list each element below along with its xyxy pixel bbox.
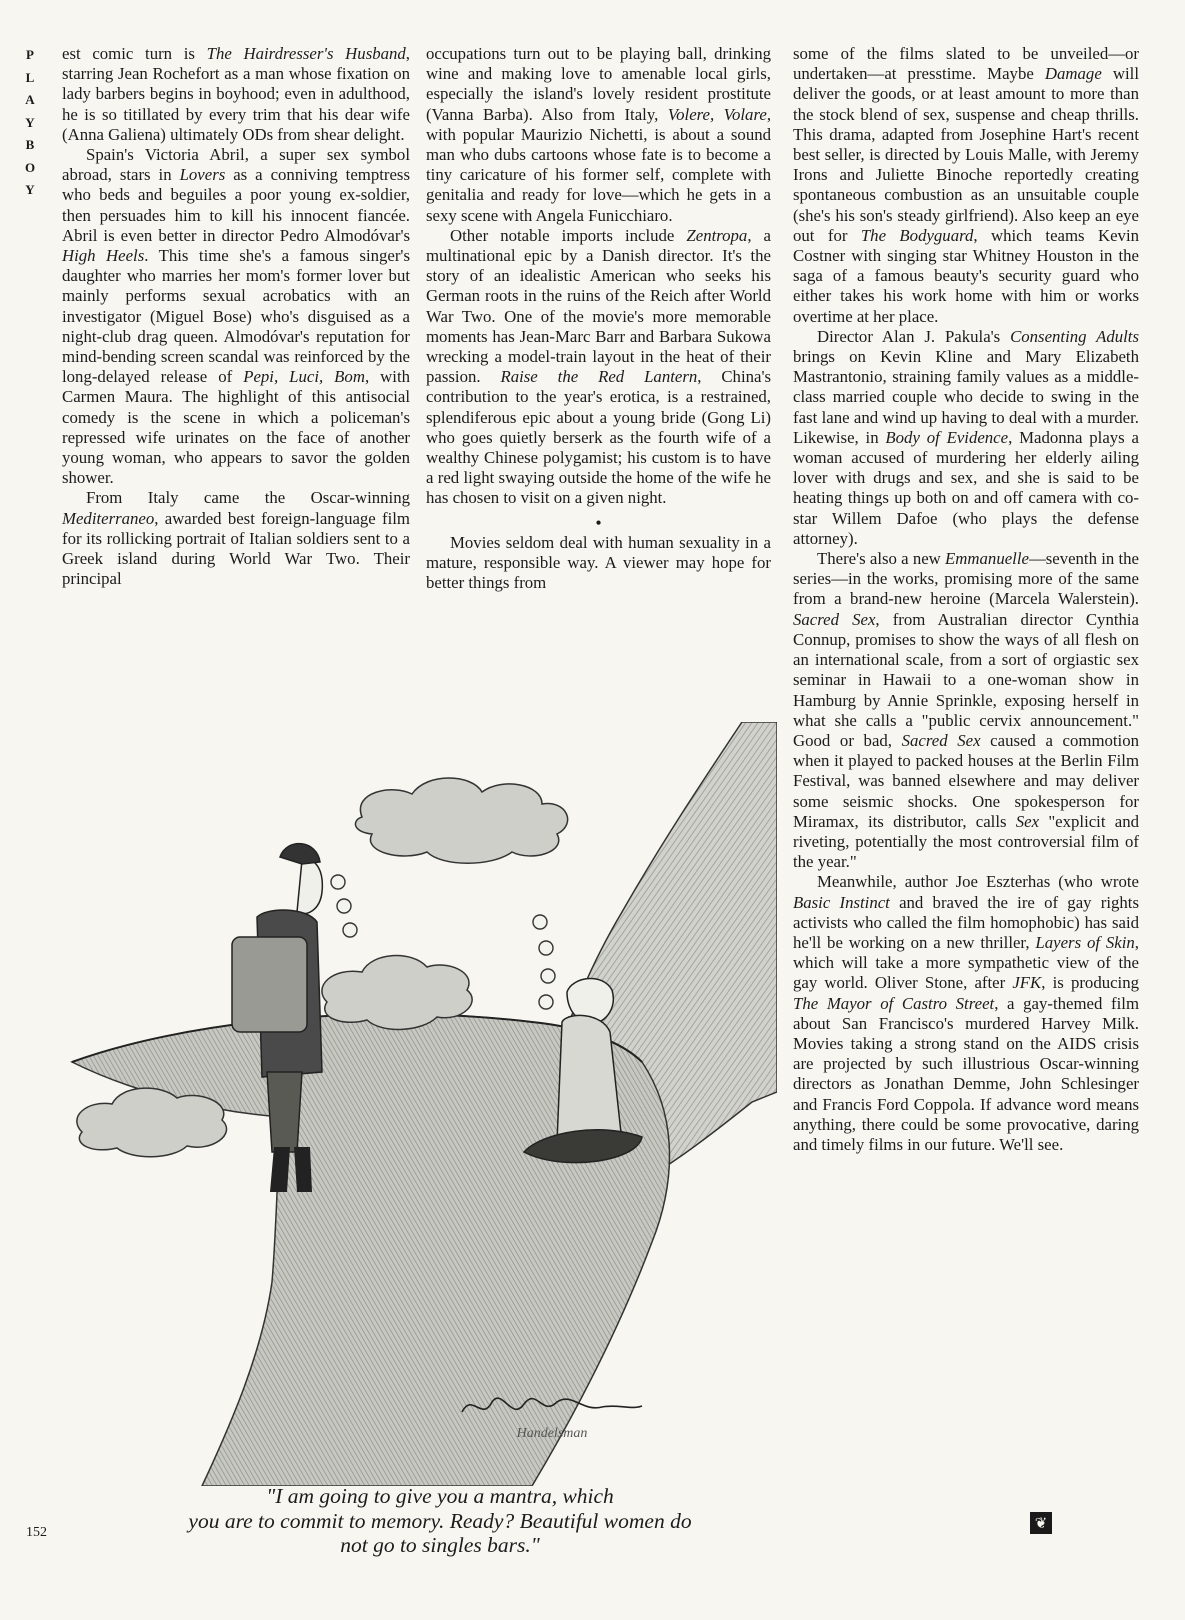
text-run: Meanwhile, author Joe Eszterhas (who wrote [817, 872, 1139, 892]
text-run: , a multinational epic by a Danish director. It's the story of an idealistic American who seeks his German roots in the ruins of the Reich after World War Two. One of the movie's more memorable moments has Jean-Marc Barr and Barbara Sukowa wrecking a model-train layout in the heat of their passion. [426, 225, 772, 387]
text-run: , starring Jean Rochefort as a man whose fixation on lady barbers begins in boyhood; even in adulthood, he is so titillated by every trim that his dear wife (Anna Galiena) ultimately ODs from shear delight. [62, 44, 410, 144]
film-title: High Heels [62, 246, 145, 266]
running-head-letter: B [25, 137, 35, 152]
text-run: Spain's Victoria Abril, a super sex symbol abroad, stars in [62, 145, 410, 185]
paragraph [62, 44, 410, 145]
text-run: as a conniving temptress who beds and beguiles a poor young ex-soldier, then persuades him to kill his innocent fiancée. Abril is even better in director Pedro Almodóvar's [62, 165, 410, 245]
film-title: The Mayor of Castro Street [793, 993, 995, 1013]
section-break-dot: • [595, 512, 602, 533]
paragraph [426, 44, 771, 226]
film-title: Zentropa [686, 225, 748, 245]
film-title: Lovers [179, 165, 226, 185]
text-run: There's also a new [817, 549, 946, 569]
text-run: occupations turn out to be playing ball, drinking wine and making love to amenable local girls, especially the island's lovely resident prostitute (Vanna Barba). Also from Italy, [426, 44, 771, 124]
text-run: , Madonna plays a woman accused of murdering her elderly ailing lover with drugs and sex, and she is said to be heating things up both on and off camera with co-star Willem Dafoe (who plays the defense attorney). [793, 427, 1139, 548]
film-title: Basic Instinct [793, 892, 890, 912]
film-title: Pepi, Luci, Bom [243, 367, 365, 387]
text-run: "explicit and riveting, potentially the most controversial film of the year." [793, 811, 1139, 872]
film-title: Raise the Red Lantern [500, 367, 698, 387]
text-run: From Italy came the Oscar-winning [86, 488, 410, 508]
hiker-backpack [232, 937, 307, 1032]
text-run: and braved the ire of gay rights activists who called the film homophobic) has said he'll be working on a new thriller, [793, 892, 1139, 952]
article-column-2 [426, 44, 771, 719]
paragraph [793, 549, 1139, 872]
running-head [22, 44, 38, 202]
running-head-letter: P [26, 47, 34, 62]
cartoon-illustration [62, 722, 777, 1486]
paragraph [426, 226, 771, 509]
film-title: Layers of Skin [1035, 932, 1135, 952]
running-head-letter: L [25, 69, 35, 85]
paragraph [793, 44, 1139, 327]
film-title: Consenting Adults [1010, 326, 1139, 346]
film-title: Emmanuelle [945, 549, 1029, 569]
running-head-letter: Y [25, 114, 35, 130]
film-title: Sacred Sex [901, 730, 981, 750]
paragraph [426, 533, 771, 594]
film-title: JFK [1012, 973, 1042, 993]
cloud [355, 778, 567, 863]
text-run: will deliver the goods, or at least amount to more than the stock blend of sex, suspense and cheap thrills. This drama, adapted from Josephine Hart's recent best seller, is directed by Louis Malle, with Jeremy Irons and Juliette Binoche reportedly creating spontaneous combustion as an unsuitable couple (she's his son's steady girlfriend). Also keep an eye out for [793, 64, 1139, 245]
film-title: The Hairdresser's Husband [206, 44, 406, 63]
end-mark-icon: ❦ [1030, 1512, 1052, 1534]
text-run: Director Alan J. Pakula's [817, 326, 1011, 346]
film-title: The Bodyguard [860, 225, 974, 245]
text-run: brings on Kevin Kline and Mary Elizabeth Mastrantonio, straining family values as a middle-class married couple who decide to swing in the fast lane and wind up having to deal with a murder. Likewise, in [793, 347, 1139, 447]
article-column-1 [62, 44, 410, 719]
text-run: , with Carmen Maura. The highlight of this antisocial comedy is the scene in which a policeman's repressed wife urinates on the face of another young woman, who appears to savor the golden shower. [62, 367, 410, 488]
film-title: Mediterraneo [62, 508, 155, 528]
paragraph [62, 488, 410, 589]
text-run: , which teams Kevin Costner with singing star Whitney Houston in the saga of a famous beauty's security guard who either takes his work home with him or works overtime at her place. [793, 225, 1139, 326]
text-run: some of the films slated to be unveiled—or undertaken—at presstime. Maybe [793, 44, 1139, 84]
running-head-letter: A [25, 92, 35, 107]
article-column-3 [793, 44, 1139, 1520]
text-run: . This time she's a famous singer's daughter who marries her mom's former lover but mainly performs sexual acrobatics with an investigator (Miguel Bose) who's disguised as a night-club drag queen. Almodóvar's reputation for mind-bending screen scandal was reinforced by the long-delayed release of [62, 246, 410, 387]
caption-line: you are to commit to memory. Ready? Beautiful women do [188, 1508, 692, 1533]
caption-line: not go to singles bars." [340, 1533, 540, 1557]
cartoon-caption [170, 1484, 710, 1558]
caption-line: "I am going to give you a mantra, which [266, 1484, 614, 1508]
page-number: 152 [26, 1525, 47, 1540]
cloud [77, 1088, 227, 1157]
text-run: —seventh in the series—in the works, promising more of the same from a brand-new heroine (Marcela Walerstein). [793, 549, 1139, 609]
text-run: , with popular Maurizio Nichetti, is about a sound man who dubs cartoons whose fate is to become a tiny caricature of his former self, complete with genitalia and ready for love—which he gets in a sexy scene with Angela Funicchiaro. [426, 104, 772, 225]
text-run: Movies seldom deal with human sexuality in a mature, responsible way. A viewer may hope for better things from [426, 532, 771, 593]
film-title: Sacred Sex [793, 609, 876, 629]
text-run: , awarded best foreign-language film for its rollicking portrait of Italian soldiers sent to a Greek island during World War Two. Their principal [62, 508, 410, 589]
text-run: , a gay-themed film about San Francisco's murdered Harvey Milk. Movies taking a strong stand on the AIDS crisis are projected by such illustrious Oscar-winning directors as Jonathan Demme, John Schlesinger and Francis Ford Coppola. If advance word means anything, there could be some provocative, daring and timely films in our future. We'll see. [793, 993, 1139, 1154]
film-title: Body of Evidence [885, 427, 1009, 447]
text-run: Other notable imports include [450, 225, 687, 245]
text-run: , which will take a more sympathetic view of the gay world. Oliver Stone, after [793, 932, 1139, 993]
film-title: Sex [1015, 811, 1040, 831]
paragraph [793, 872, 1139, 1155]
paragraph [793, 327, 1139, 549]
text-run: , from Australian director Cynthia Connup, promises to show the ways of all flesh on an international scale, from a sort of orgiastic sex seminar in Hawaii to a one-woman show in Hamburg by Annie Sprinkle, exposing herself in what she calls a "public cervix announcement." Good or bad, [793, 609, 1139, 750]
running-head-letter: O [24, 159, 36, 175]
text-run: est comic turn is [62, 44, 207, 63]
text-run: , is producing [1041, 973, 1139, 993]
film-title: Volere, Volare [667, 104, 767, 124]
text-run: , China's contribution to the year's erotica, is a restrained, splendiferous epic about a young bride (Gong Li) who goes quietly berserk as the fourth wife of a wealthy Chinese polygamist; his custom is to have a red light swaying outside the home of the wife he has chosen to visit on a given night. [426, 367, 772, 508]
text-run: caused a commotion when it played to packed houses at the Berlin Film Festival, was banned elsewhere and may deliver some seismic shocks. One spokesperson for Miramax, its distributor, calls [793, 730, 1139, 831]
artist-signature: Handelsman [516, 1426, 588, 1441]
running-head-letter: Y [25, 182, 35, 197]
film-title: Damage [1044, 64, 1102, 84]
paragraph [62, 145, 410, 488]
